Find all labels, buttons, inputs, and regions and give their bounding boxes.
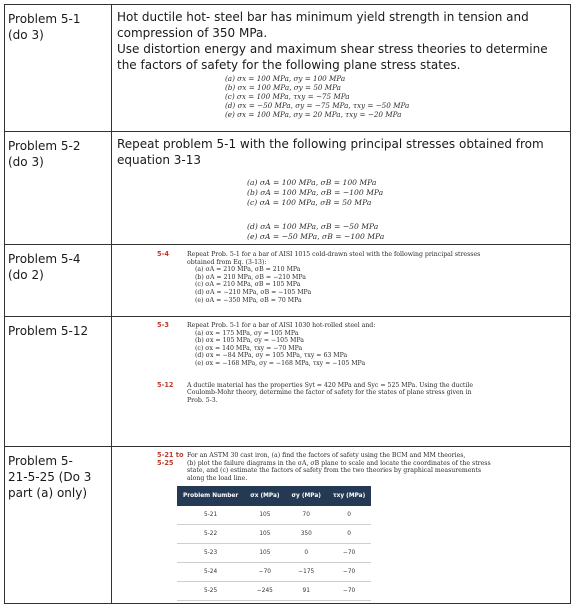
case: (c) σA = 210 MPa, σB = 105 MPa [195, 281, 301, 289]
textbook-problem-number: 5-3 [157, 321, 169, 329]
homework-table [4, 4, 571, 604]
case: (b) σA = 100 MPa, σB = −100 MPa [247, 188, 384, 197]
table-cell: 0 [286, 544, 327, 563]
case: (c) σx = 140 MPa, τxy = −70 MPa [195, 344, 303, 352]
table-cell: 5-22 [177, 525, 244, 544]
statement-line: the factors of safety for the following plane stress states. [117, 58, 461, 72]
excerpt-line: obtained from Eq. (3-13): [187, 258, 267, 266]
problem-label-cell [5, 5, 112, 132]
problem-label: 21-5-25 (Do 3 [8, 470, 92, 484]
statement-line: equation 3-13 [117, 153, 201, 167]
textbook-excerpt [157, 382, 566, 405]
excerpt-line: state, and (c) estimate the factors of safety from the two theories by graphical measurements [187, 467, 482, 475]
problem-statement-cell [112, 5, 571, 132]
case: (e) σA = −50 MPa, σB = −100 MPa [247, 232, 385, 241]
table-row [177, 544, 371, 563]
excerpt-line: For an ASTM 30 cast iron, (a) find the factors of safety using the BCM and MM theories, [187, 452, 466, 459]
case: (e) σA = −350 MPa, σB = 70 MPa [195, 296, 302, 304]
row-problem-5-12 [5, 317, 571, 447]
problem-statement-cell [112, 447, 571, 604]
table-cell: 91 [286, 582, 327, 601]
textbook-excerpt [157, 452, 566, 482]
case: (a) σA = 100 MPa, σB = 100 MPa [247, 178, 377, 187]
textbook-problem-number: 5-21 to [157, 451, 184, 459]
table-cell: 5-24 [177, 563, 244, 582]
case: (e) σx = −168 MPa, σy = −168 MPa, τxy = −105 MPa [195, 359, 366, 367]
case: (d) σA = 100 MPa, σB = −50 MPa [247, 222, 379, 231]
excerpt-line: Repeat Prob. 5-1 for a bar of AISI 1030 hot-rolled steel and: [187, 322, 376, 329]
statement-line: Hot ductile hot- steel bar has minimum yield strength in tension and [117, 10, 529, 24]
row-problem-5-2 [5, 132, 571, 245]
excerpt-line: Coulomb-Mohr theory, determine the factor of safety for the states of plane stress given in [187, 389, 472, 397]
stress-cases [225, 74, 566, 119]
column-header: σx (MPa) [244, 486, 285, 506]
table-cell: 5-21 [177, 506, 244, 525]
problem-statement-cell [112, 132, 571, 245]
case: (b) σx = 100 MPa, σy = 50 MPa [225, 83, 341, 92]
case: (d) σA = −210 MPa, σB = −105 MPa [195, 288, 312, 296]
table-cell: 5-25 [177, 582, 244, 601]
textbook-problem-number: 5-25 [157, 459, 174, 467]
problem-note: (do 2) [8, 268, 44, 282]
case: (d) σx = −50 MPa, σy = −75 MPa, τxy = −50 MPa [225, 101, 410, 110]
problem-label: Problem 5-1 [8, 12, 81, 26]
statement-line: compression of 350 MPa. [117, 26, 268, 40]
case: (c) σA = 100 MPa, σB = 50 MPa [247, 198, 372, 207]
case: (a) σA = 210 MPa, σB = 210 MPa [195, 266, 301, 274]
row-problem-5-1 [5, 5, 571, 132]
table-cell: −70 [327, 544, 371, 563]
table-row [177, 525, 371, 544]
table-cell: −70 [327, 582, 371, 601]
table-row [177, 563, 371, 582]
case: (e) σx = 100 MPa, σy = 20 MPa, τxy = −20 MPa [225, 110, 402, 119]
problem-statement-cell [112, 245, 571, 317]
principal-stress-cases [247, 178, 566, 242]
textbook-excerpt [157, 251, 566, 304]
row-problem-5-4 [5, 245, 571, 317]
case: (a) σx = 100 MPa, σy = 100 MPa [225, 74, 346, 83]
table-cell: 0 [327, 525, 371, 544]
table-cell: −175 [286, 563, 327, 582]
table-cell: 105 [244, 506, 285, 525]
problem-label-cell [5, 245, 112, 317]
table-cell: 105 [244, 544, 285, 563]
problem-note: (do 3) [8, 28, 44, 42]
table-cell: −70 [327, 563, 371, 582]
textbook-excerpt [157, 322, 566, 368]
excerpt-line: (b) plot the failure diagrams in the σA, σB plane to scale and locate the coordinates of the stress [187, 459, 491, 467]
problem-label-cell [5, 317, 112, 447]
textbook-problem-number: 5-12 [157, 380, 174, 389]
table-header-row [177, 486, 371, 506]
textbook-problem-number: 5-4 [157, 250, 169, 258]
problem-label: Problem 5-4 [8, 252, 81, 266]
case: (b) σx = 105 MPa, σy = −105 MPa [195, 337, 304, 345]
table-cell: 105 [244, 525, 285, 544]
table-row [177, 582, 371, 601]
table-cell: 70 [286, 506, 327, 525]
excerpt-line: Repeat Prob. 5-1 for a bar of AISI 1015 cold-drawn steel with the following principal stresses [187, 251, 481, 258]
problem-label-cell [5, 132, 112, 245]
table-row [177, 506, 371, 525]
table-cell: 5-23 [177, 544, 244, 563]
excerpt-line: along the load line. [187, 474, 248, 482]
table-cell: 0 [327, 506, 371, 525]
case: (a) σx = 175 MPa, σy = 105 MPa [195, 329, 299, 337]
column-header: τxy (MPa) [327, 486, 371, 506]
statement-line: Use distortion energy and maximum shear stress theories to determine [117, 42, 548, 56]
table-cell: −245 [244, 582, 285, 601]
problem-label-cell [5, 447, 112, 604]
problem-note: (do 3) [8, 155, 44, 169]
column-header: Problem Number [177, 486, 244, 506]
table-cell: 350 [286, 525, 327, 544]
problem-label: part (a) only) [8, 486, 88, 500]
problem-statement-cell [112, 317, 571, 447]
statement-line: Repeat problem 5-1 with the following principal stresses obtained from [117, 137, 544, 151]
case: (d) σx = −84 MPa, σy = 105 MPa, τxy = 63 MPa [195, 352, 348, 360]
problem-label: Problem 5-12 [8, 324, 89, 338]
excerpt-line: A ductile material has the properties Syt = 420 MPa and Syc = 525 MPa. Using the ductile [187, 381, 474, 389]
row-problem-5-21-25 [5, 447, 571, 604]
table-cell: −70 [244, 563, 285, 582]
problem-label: Problem 5- [8, 454, 73, 468]
case: (b) σA = 210 MPa, σB = −210 MPa [195, 273, 306, 281]
column-header: σy (MPa) [286, 486, 327, 506]
case: (c) σx = 100 MPa, τxy = −75 MPa [225, 92, 350, 101]
excerpt-line: Prob. 5-3. [187, 396, 218, 404]
problem-label: Problem 5-2 [8, 139, 81, 153]
